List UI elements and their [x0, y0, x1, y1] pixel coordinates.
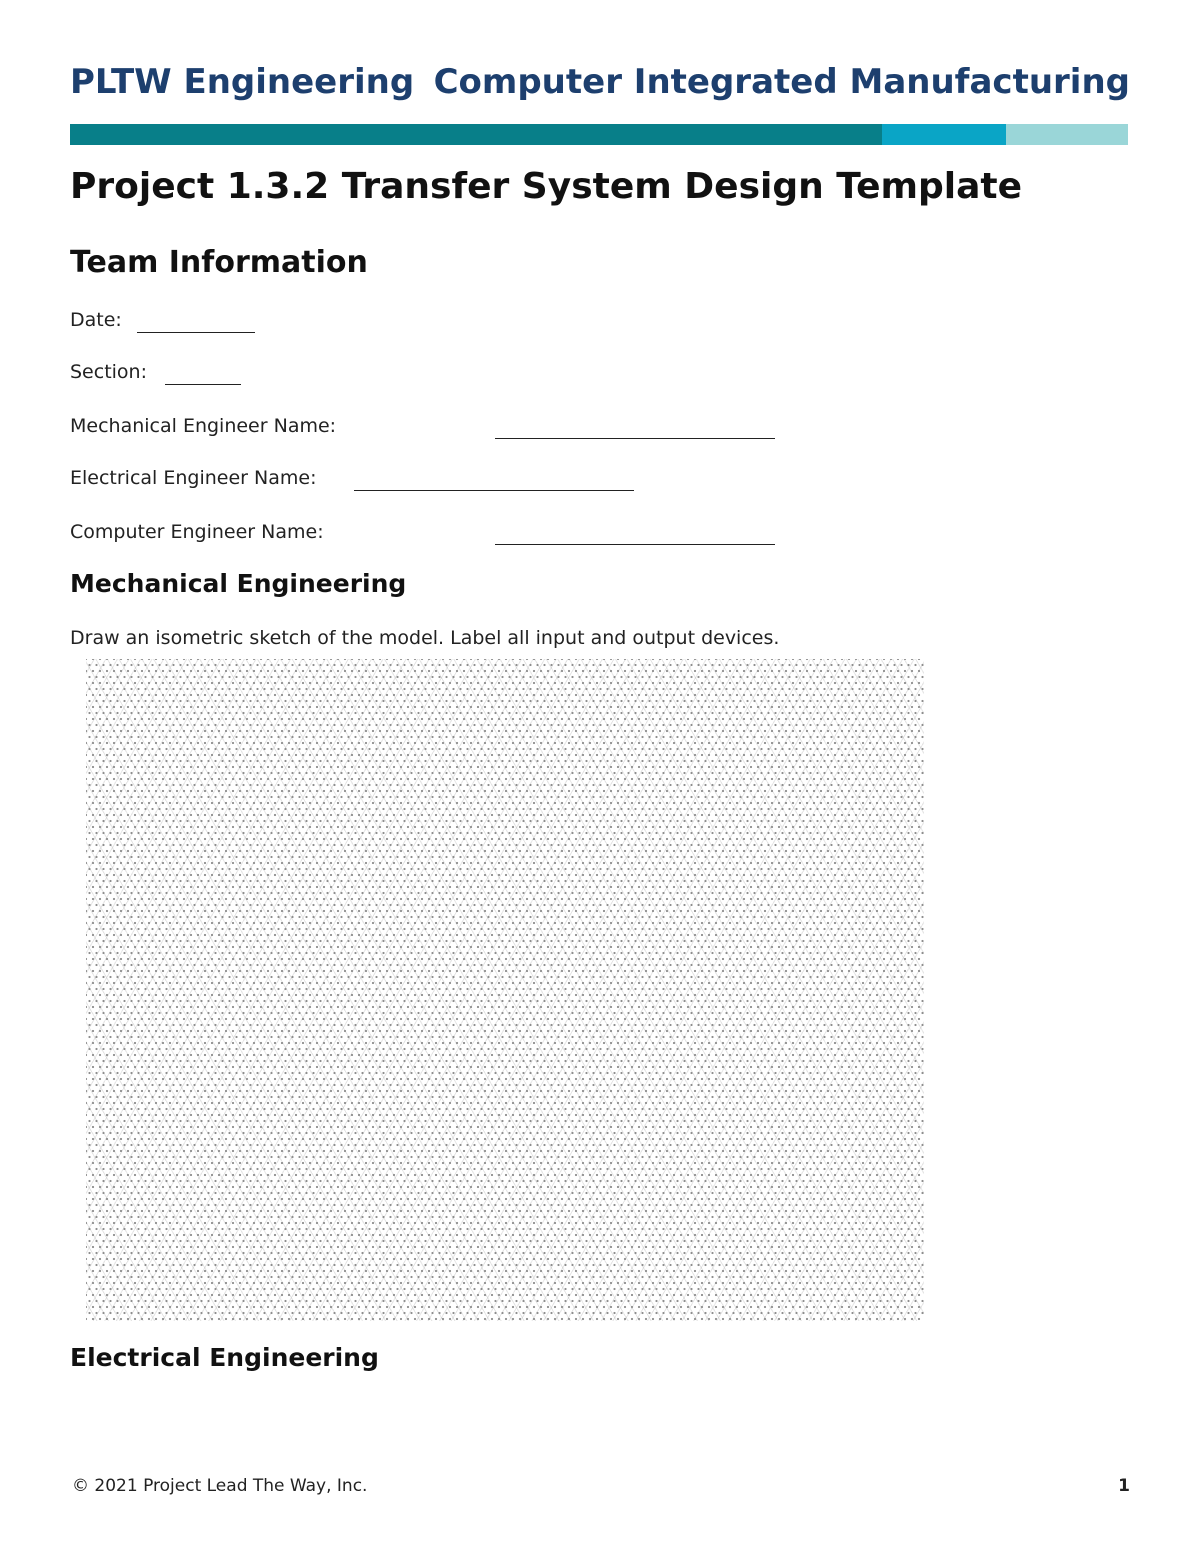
color-bar-light — [1006, 124, 1128, 145]
header-color-bar — [70, 124, 1128, 145]
mechanical-engineer-name-blank-line[interactable] — [495, 438, 775, 439]
date-field[interactable] — [70, 309, 270, 335]
isometric-sketch-grid[interactable] — [86, 659, 924, 1321]
electrical-engineer-name-field[interactable] — [70, 467, 650, 493]
sketch-instruction: Draw an isometric sketch of the model. Label all input and output devices. — [70, 627, 780, 649]
section-blank-line[interactable] — [165, 384, 241, 385]
electrical-engineer-name-label: Electrical Engineer Name: — [70, 467, 317, 489]
footer-page-number: 1 — [1118, 1476, 1130, 1496]
team-information-heading: Team Information — [70, 245, 368, 280]
mechanical-engineer-name-label: Mechanical Engineer Name: — [70, 415, 337, 437]
document-title: Project 1.3.2 Transfer System Design Template — [70, 166, 1023, 207]
electrical-engineering-heading: Electrical Engineering — [70, 1343, 379, 1372]
section-field[interactable] — [70, 361, 270, 387]
color-bar-cyan — [882, 124, 1006, 145]
date-blank-line[interactable] — [137, 332, 255, 333]
mechanical-engineering-heading: Mechanical Engineering — [70, 569, 407, 598]
footer-copyright: © 2021 Project Lead The Way, Inc. — [72, 1476, 368, 1496]
date-label: Date: — [70, 309, 122, 331]
header-org: PLTW Engineering — [70, 62, 415, 102]
electrical-engineer-name-blank-line[interactable] — [354, 490, 634, 491]
computer-engineer-name-label: Computer Engineer Name: — [70, 521, 324, 543]
computer-engineer-name-field[interactable] — [70, 521, 790, 547]
computer-engineer-name-blank-line[interactable] — [495, 544, 775, 545]
section-label: Section: — [70, 361, 147, 383]
mechanical-engineer-name-field[interactable] — [70, 415, 790, 441]
color-bar-dark-teal — [70, 124, 882, 145]
document-header — [70, 62, 1130, 108]
header-course: Computer Integrated Manufacturing — [433, 62, 1130, 102]
